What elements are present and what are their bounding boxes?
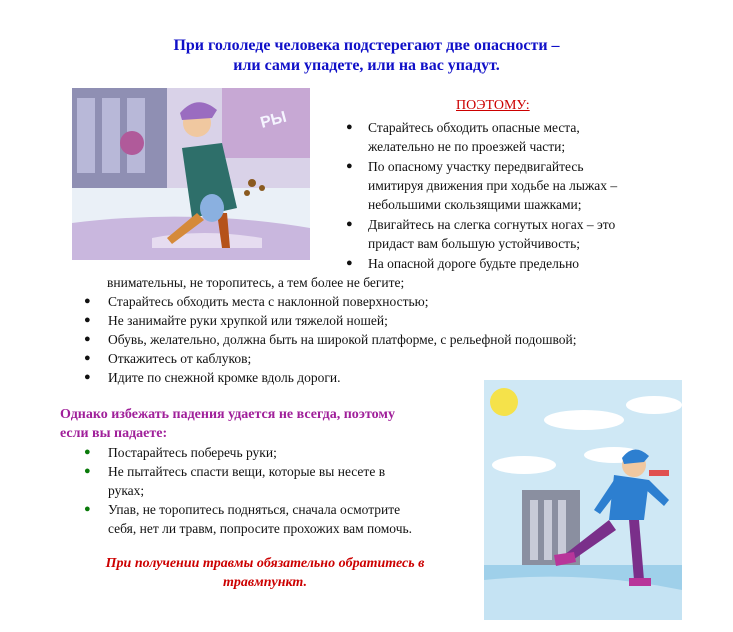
bullet-dot: ● (346, 257, 353, 269)
list-item-cont: имитируя движения при ходьбе на лыжах – (368, 178, 618, 193)
bullet-dot: ● (84, 314, 91, 326)
list-item: Старайтесь обходить опасные места, (368, 120, 580, 135)
trauma-note (60, 554, 470, 592)
bullet-dot: ● (84, 446, 91, 458)
list-item: На опасной дороге будьте предельно (368, 256, 580, 271)
list-item-cont: внимательны, не торопитесь, а тем более не бегите; (107, 275, 405, 290)
list-item: Откажитесь от каблуков; (108, 351, 252, 366)
trauma-note-line-1: При получении травмы обязательно обратитесь в (105, 556, 425, 571)
list-item: Обувь, желательно, должна быть на широкой платформе, с рельефной подошвой; (108, 332, 577, 347)
bullet-dot: ● (84, 295, 91, 307)
bullet-dot: ● (346, 121, 353, 133)
therefore-heading: ПОЭТОМУ: (456, 98, 530, 113)
trauma-note-line-2: травмпункт. (223, 575, 307, 590)
list-item: Не занимайте руки хрупкой или тяжелой ношей; (108, 313, 388, 328)
list-item: По опасному участку передвигайтесь (368, 159, 584, 174)
title-line-2: или сами упадете, или на вас упадут. (233, 57, 500, 74)
list-item-cont: придаст вам большую устойчивость; (368, 236, 580, 251)
bullet-dot: ● (84, 465, 91, 477)
list-item: Двигайтесь на слегка согнутых ногах – это (368, 217, 616, 232)
illustration-boy-slipping (484, 380, 682, 620)
list-item-cont: себя, нет ли травм, попросите прохожих вам помочь. (108, 521, 413, 536)
page-title (0, 36, 733, 76)
illustration-woman-slipping (72, 88, 310, 260)
list-item-cont: небольшими скользящими шажками; (368, 197, 582, 212)
bullet-dot: ● (84, 371, 91, 383)
list-item: Не пытайтесь спасти вещи, которые вы несете в (108, 464, 386, 479)
title-line-1: При гололеде человека подстерегают две опасности – (173, 37, 560, 54)
bullet-dot: ● (84, 503, 91, 515)
list-item-cont: желательно не по проезжей части; (368, 139, 566, 154)
bullet-dot: ● (346, 160, 353, 172)
bullet-dot: ● (84, 352, 91, 364)
shop-sign-text: РЫ (258, 108, 289, 132)
list-item: Идите по снежной кромке вдоль дороги. (108, 370, 341, 385)
bullet-dot: ● (346, 218, 353, 230)
list-item: Постарайтесь поберечь руки; (108, 445, 277, 460)
list-item: Упав, не торопитесь подняться, сначала осмотрите (108, 502, 401, 517)
bullet-dot: ● (84, 333, 91, 345)
list-item-cont: руках; (108, 483, 145, 498)
fall-warning-line-1: Однако избежать падения удается не всегда, поэтому (60, 407, 395, 422)
list-item: Старайтесь обходить места с наклонной поверхностью; (108, 294, 429, 309)
fall-warning-line-2: если вы падаете: (60, 426, 168, 441)
fall-warning-heading (60, 405, 395, 443)
